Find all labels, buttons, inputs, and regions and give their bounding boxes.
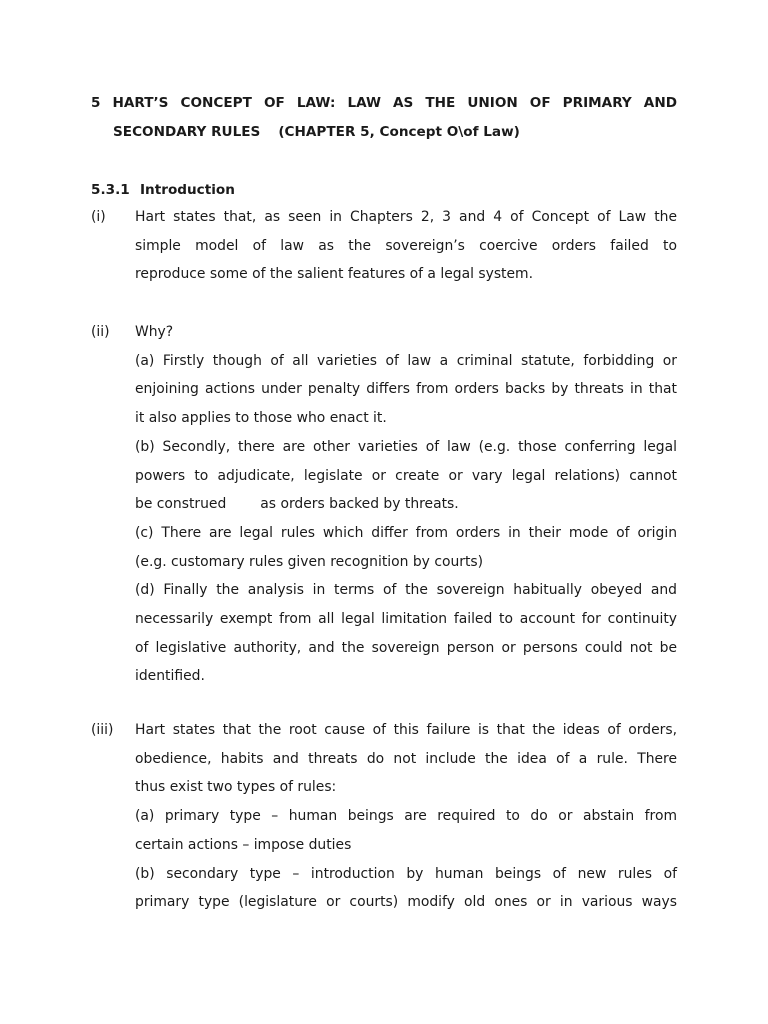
paragraph-line: simple model of law as the sovereign’s coercive orders failed to (135, 237, 677, 254)
paragraph-line: (b) secondary type – introduction by human beings of new rules of (135, 865, 677, 882)
paragraph-line: obedience, habits and threats do not include the idea of a rule. There (135, 750, 677, 767)
paragraph-line: it also applies to those who enact it. (135, 410, 387, 427)
paragraph-line: reproduce some of the salient features of a legal system. (135, 266, 533, 283)
paragraph-line: thus exist two types of rules: (135, 779, 337, 796)
subsection-title: Introduction (140, 182, 235, 198)
subsection-heading (91, 176, 235, 205)
paragraph-line: of legislative authority, and the sovereign person or persons could not be (135, 639, 677, 656)
list-marker: (iii) (91, 722, 114, 738)
list-item-i (91, 203, 677, 289)
paragraph-line: (a) Firstly though of all varieties of law a criminal statute, forbidding or (135, 352, 677, 369)
paragraph-line: certain actions – impose duties (135, 836, 352, 853)
paragraph-line: (e.g. customary rules given recognition by courts) (135, 553, 484, 570)
paragraph-line: (c) There are legal rules which differ from orders in their mode of origin (135, 524, 677, 541)
paragraph-line: (b) Secondly, there are other varieties of law (e.g. those conferring legal (135, 438, 677, 455)
list-item-body (135, 318, 677, 691)
paragraph-line: powers to adjudicate, legislate or create or vary legal relations) cannot (135, 467, 677, 484)
list-marker: (i) (91, 209, 106, 225)
paragraph-line (135, 490, 677, 519)
section-heading-title: SECONDARY RULES (113, 123, 261, 140)
paragraph-line: (d) Finally the analysis in terms of the sovereign habitually obeyed and (135, 582, 677, 599)
list-item-body (135, 716, 677, 917)
paragraph-fragment: be construed (135, 496, 227, 513)
paragraph-fragment: as orders backed by threats. (260, 496, 459, 513)
list-item-ii (91, 318, 677, 691)
paragraph-line: Hart states that, as seen in Chapters 2, 3 and 4 of Concept of Law the (135, 209, 677, 225)
paragraph-fragment: various ways (581, 894, 677, 911)
list-item-iii (91, 716, 677, 917)
list-marker: (ii) (91, 324, 110, 340)
section-heading (91, 89, 677, 146)
paragraph-line: necessarily exempt from all legal limitation failed to account for continuity (135, 611, 677, 628)
paragraph-line: (a) primary type – human beings are required to do or abstain from (135, 808, 677, 825)
subsection-number: 5.3.1 (91, 182, 130, 198)
list-item-body (135, 203, 677, 289)
paragraph-line: identified. (135, 668, 205, 685)
paragraph-line (135, 888, 677, 917)
section-heading-line-2 (91, 118, 677, 147)
paragraph-line: Hart states that the root cause of this failure is that the ideas of orders, (135, 722, 677, 738)
section-heading-line-1: 5 HART’S CONCEPT OF LAW: LAW AS THE UNION OF PRIMARY AND (91, 95, 677, 111)
paragraph-fragment: primary type (legislature or courts) modify old ones or in (135, 894, 573, 911)
paragraph-line: Why? (135, 324, 174, 340)
paragraph-line: enjoining actions under penalty differs from orders backs by threats in that (135, 381, 677, 398)
chapter-reference: (CHAPTER 5, Concept O\of Law) (278, 123, 520, 140)
